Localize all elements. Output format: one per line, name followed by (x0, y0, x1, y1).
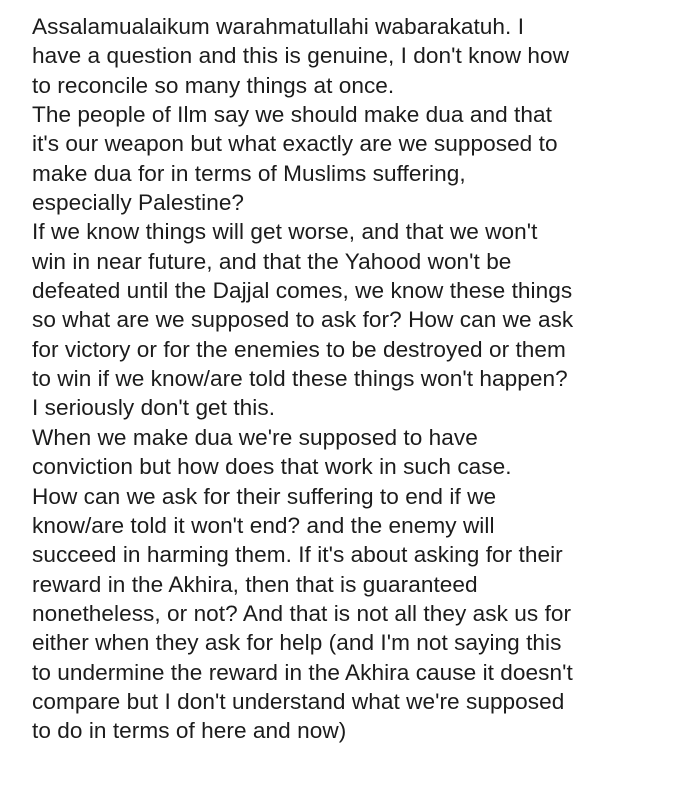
text-line: for victory or for the enemies to be destroyed or them (32, 336, 566, 362)
text-line: to reconcile so many things at once. (32, 72, 395, 98)
text-line: If we know things will get worse, and that we won't (32, 219, 538, 245)
text-line: reward in the Akhira, then that is guaranteed (32, 571, 478, 597)
text-line: make dua for in terms of Muslims suffering, (32, 160, 466, 186)
text-line: especially Palestine? (32, 190, 245, 216)
text-line: to win if we know/are told these things won't happen? (32, 366, 568, 392)
text-line: conviction but how does that work in such case. (32, 454, 512, 480)
text-line: to undermine the reward in the Akhira cause it doesn't (32, 659, 573, 685)
text-line: know/are told it won't end? and the enemy will (32, 512, 495, 538)
text-line: so what are we supposed to ask for? How can we ask (32, 307, 574, 333)
text-line: it's our weapon but what exactly are we supposed to (32, 131, 558, 157)
text-line: The people of Ilm say we should make dua and that (32, 102, 552, 128)
text-line: When we make dua we're supposed to have (32, 424, 478, 450)
text-line: compare but I don't understand what we're supposed (32, 688, 565, 714)
text-line: How can we ask for their suffering to end if we (32, 483, 497, 509)
text-line: win in near future, and that the Yahood won't be (32, 248, 512, 274)
question-text (32, 12, 677, 746)
text-line: to do in terms of here and now) (32, 718, 347, 744)
text-line: defeated until the Dajjal comes, we know these things (32, 278, 573, 304)
text-line: Assalamualaikum warahmatullahi wabarakatuh. I (32, 14, 525, 39)
text-line: I seriously don't get this. (32, 395, 276, 421)
text-line: nonetheless, or not? And that is not all they ask us for (32, 600, 572, 626)
text-line: either when they ask for help (and I'm not saying this (32, 630, 562, 656)
text-line: succeed in harming them. If it's about asking for their (32, 542, 563, 568)
text-line: have a question and this is genuine, I don't know how (32, 43, 570, 69)
